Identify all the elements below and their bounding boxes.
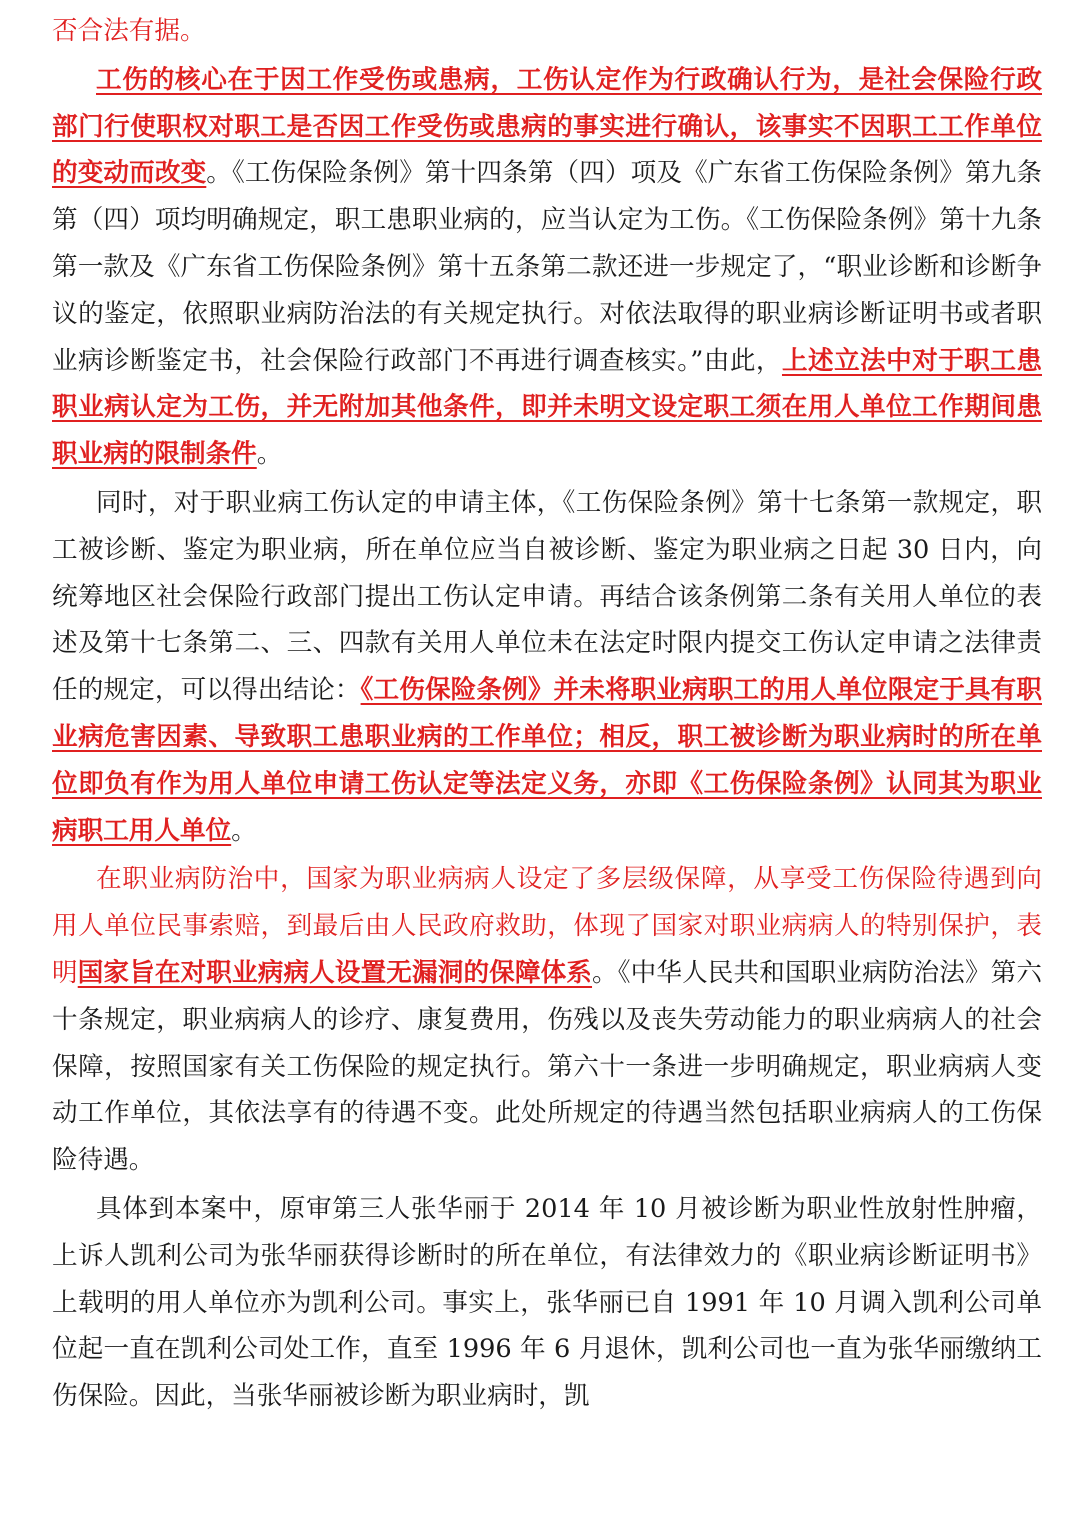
paragraph-5 [52, 1186, 1042, 1420]
red-text: 在职业病防治中，国家为职业病病人设定了多层级保障，从享受工伤保险待遇到向用人单位民事索赔，到最后由人民政府救助，体现了国家对职业病病人的特别保护，表明 [52, 864, 1042, 988]
body-text: 。《工伤保险条例》第十四条第（四）项及《广东省工伤保险条例》第九条第（四）项均明确规定，职工患职业病的，应当认定为工伤。《工伤保险条例》第十九条第一款及《广东省工伤保险条例》第十五条第二款还进一步规定了，“职业诊断和诊断争议的鉴定，依照职业病防治法的有关规定执行。对依法取得的职业病诊断证明书或者职业病诊断鉴定书，社会保险行政部门不再进行调查核实。”由此， [52, 158, 1042, 376]
paragraph-1 [52, 8, 1042, 55]
body-text: 。 [231, 815, 257, 846]
body-text: 同时，对于职业病工伤认定的申请主体，《工伤保险条例》第十七条第一款规定，职工被诊断、鉴定为职业病，所在单位应当自被诊断、鉴定为职业病之日起 30 日内，向统筹地区社会保险行政部门提出工伤认定申请。再结合该条例第二条有关用人单位的表述及第十七条第二、三、四款有关用人单位未在法定时限内提交工伤认定申请之法律责任的规定，可以得出结论： [52, 487, 1042, 706]
paragraph-4 [52, 856, 1042, 1184]
underlined-emphasis: 《工伤保险条例》并未将职业病职工的用人单位限定于具有职业病危害因素、导致职工患职业病的工作单位；相反，职工被诊断为职业病时的所在单位即负有作为用人单位申请工伤认定等法定义务，亦即《工伤保险条例》认同其为职业病职工用人单位 [52, 675, 1042, 846]
paragraph-3 [52, 480, 1042, 854]
underlined-emphasis: 工伤的核心在于因工作受伤或患病，工伤认定作为行政确认行为，是社会保险行政部门行使职权对职工是否因工作受伤或患病的事实进行确认，该事实不因职工工作单位的变动而改变 [52, 64, 1042, 189]
underlined-emphasis: 国家旨在对职业病病人设置无漏洞的保障体系 [77, 957, 593, 988]
body-text: 。《中华人民共和国职业病防治法》第六十条规定，职业病病人的诊疗、康复费用，伤残以及丧失劳动能力的职业病病人的社会保障，按照国家有关工伤保险的规定执行。第六十一条进一步明确规定，职业病病人变动工作单位，其依法享有的待遇不变。此处所规定的待遇当然包括职业病病人的工伤保险待遇。 [52, 957, 1042, 1176]
body-text: 具体到本案中，原审第三人张华丽于 2014 年 10 月被诊断为职业性放射性肿瘤，上诉人凯利公司为张华丽获得诊断时的所在单位，有法律效力的《职业病诊断证明书》上载明的用人单位亦为凯利公司。事实上，张华丽已自 1991 年 10 月调入凯利公司单位起一直在凯利公司处工作，直至 1996 年 6 月退休，凯利公司也一直为张华丽缴纳工伤保险。因此，当张华丽被诊断为职业病时，凯 [52, 1193, 1042, 1412]
body-text: 。 [256, 439, 283, 470]
red-text: 否合法有据。 [52, 16, 206, 46]
paragraph-2 [52, 57, 1042, 478]
underlined-emphasis: 上述立法中对于职工患职业病认定为工伤，并无附加其他条件，即并未明文设定职工须在用人单位工作期间患职业病的限制条件 [52, 345, 1042, 470]
